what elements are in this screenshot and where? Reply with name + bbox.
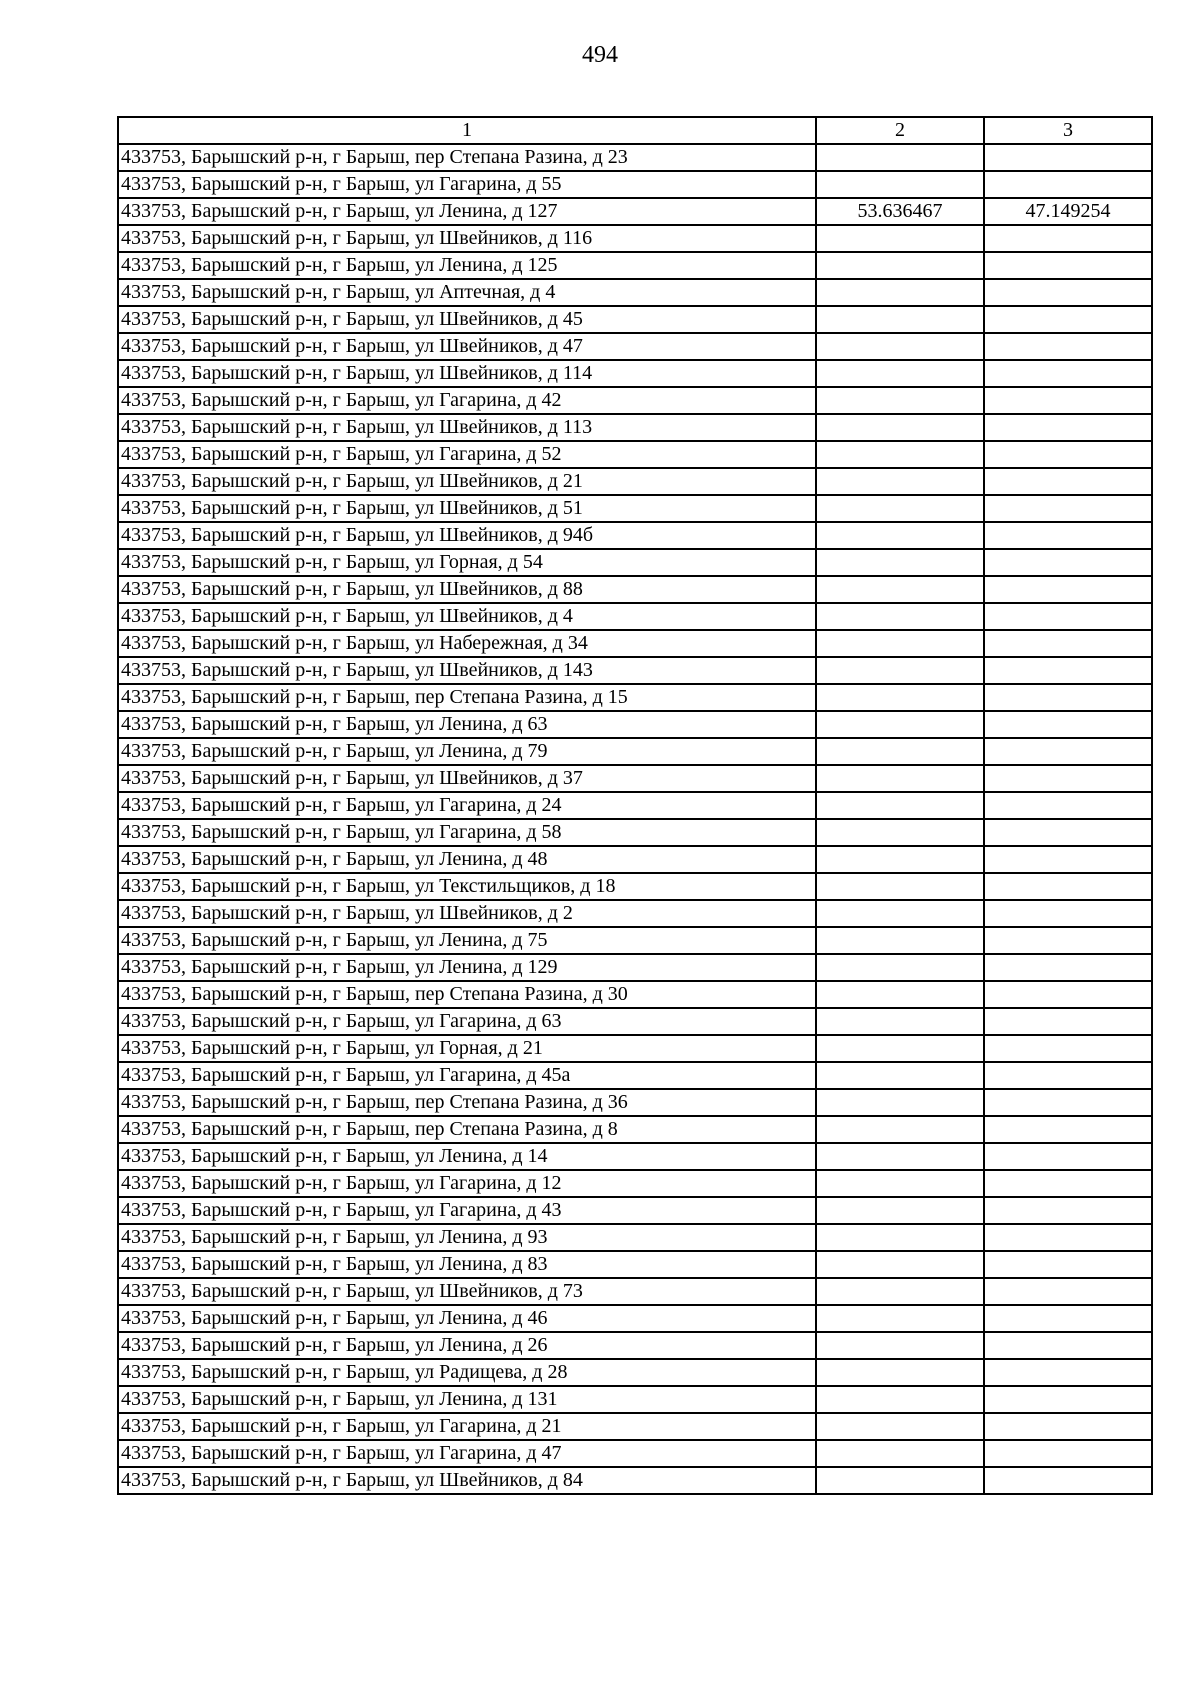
address-cell: 433753, Барышский р-н, г Барыш, ул Швейников, д 88 xyxy=(118,576,816,603)
table-row xyxy=(118,1197,1152,1224)
table-row xyxy=(118,1089,1152,1116)
coordinate-cell xyxy=(984,1197,1152,1224)
table-header-row xyxy=(118,117,1152,144)
address-cell: 433753, Барышский р-н, г Барыш, ул Швейников, д 45 xyxy=(118,306,816,333)
coordinate-cell xyxy=(816,927,984,954)
coordinate-cell xyxy=(816,1440,984,1467)
coordinate-cell xyxy=(984,981,1152,1008)
table-row xyxy=(118,360,1152,387)
table-row xyxy=(118,738,1152,765)
coordinate-cell xyxy=(984,1170,1152,1197)
table-row xyxy=(118,1062,1152,1089)
page-number: 494 xyxy=(582,42,618,68)
coordinate-cell xyxy=(984,1035,1152,1062)
table-row xyxy=(118,603,1152,630)
coordinate-cell xyxy=(816,819,984,846)
coordinate-cell xyxy=(816,441,984,468)
table-row xyxy=(118,981,1152,1008)
coordinate-cell: 53.636467 xyxy=(816,198,984,225)
coordinate-cell xyxy=(984,792,1152,819)
table-row xyxy=(118,1224,1152,1251)
coordinate-cell xyxy=(816,900,984,927)
table-row xyxy=(118,1170,1152,1197)
table-row xyxy=(118,1413,1152,1440)
address-cell: 433753, Барышский р-н, г Барыш, ул Швейников, д 37 xyxy=(118,765,816,792)
address-cell: 433753, Барышский р-н, г Барыш, ул Гагарина, д 52 xyxy=(118,441,816,468)
address-cell: 433753, Барышский р-н, г Барыш, ул Ленина, д 63 xyxy=(118,711,816,738)
table-row xyxy=(118,441,1152,468)
coordinate-cell xyxy=(984,1089,1152,1116)
coordinate-cell xyxy=(984,468,1152,495)
table-row xyxy=(118,927,1152,954)
coordinate-cell xyxy=(984,225,1152,252)
coordinate-cell xyxy=(816,603,984,630)
table-row xyxy=(118,1467,1152,1494)
coordinate-cell xyxy=(984,1467,1152,1494)
table-row xyxy=(118,765,1152,792)
table-row xyxy=(118,576,1152,603)
coordinate-cell xyxy=(816,1197,984,1224)
coordinate-cell xyxy=(984,846,1152,873)
address-cell: 433753, Барышский р-н, г Барыш, ул Ленина, д 125 xyxy=(118,252,816,279)
table-row xyxy=(118,1116,1152,1143)
coordinate-cell xyxy=(816,225,984,252)
coordinate-cell xyxy=(816,1224,984,1251)
coordinate-cell xyxy=(984,360,1152,387)
table-row xyxy=(118,900,1152,927)
coordinate-cell xyxy=(816,279,984,306)
coordinate-cell xyxy=(816,1062,984,1089)
table-row xyxy=(118,657,1152,684)
address-cell: 433753, Барышский р-н, г Барыш, ул Швейников, д 51 xyxy=(118,495,816,522)
address-cell: 433753, Барышский р-н, г Барыш, ул Гагарина, д 12 xyxy=(118,1170,816,1197)
coordinate-cell xyxy=(984,900,1152,927)
address-cell: 433753, Барышский р-н, г Барыш, ул Гагарина, д 24 xyxy=(118,792,816,819)
coordinate-cell xyxy=(816,576,984,603)
table-row xyxy=(118,1008,1152,1035)
coordinate-cell xyxy=(984,1251,1152,1278)
address-cell: 433753, Барышский р-н, г Барыш, ул Ленина, д 79 xyxy=(118,738,816,765)
coordinate-cell xyxy=(984,144,1152,171)
coordinate-cell xyxy=(816,1413,984,1440)
coordinate-cell xyxy=(984,711,1152,738)
coordinate-cell xyxy=(984,603,1152,630)
address-cell: 433753, Барышский р-н, г Барыш, ул Швейников, д 2 xyxy=(118,900,816,927)
coordinate-cell xyxy=(816,846,984,873)
coordinate-cell xyxy=(984,765,1152,792)
table-row xyxy=(118,522,1152,549)
coordinate-cell xyxy=(816,1143,984,1170)
coordinate-cell xyxy=(816,873,984,900)
table-row xyxy=(118,1359,1152,1386)
address-cell: 433753, Барышский р-н, г Барыш, ул Горная, д 54 xyxy=(118,549,816,576)
coordinate-cell xyxy=(816,765,984,792)
coordinate-cell xyxy=(816,1008,984,1035)
address-cell: 433753, Барышский р-н, г Барыш, ул Гагарина, д 43 xyxy=(118,1197,816,1224)
coordinate-cell xyxy=(816,738,984,765)
address-cell: 433753, Барышский р-н, г Барыш, ул Ленина, д 26 xyxy=(118,1332,816,1359)
table-row xyxy=(118,198,1152,225)
coordinate-cell xyxy=(816,792,984,819)
coordinate-cell xyxy=(816,306,984,333)
coordinate-cell xyxy=(984,414,1152,441)
address-cell: 433753, Барышский р-н, г Барыш, ул Швейников, д 113 xyxy=(118,414,816,441)
table-row xyxy=(118,414,1152,441)
address-cell: 433753, Барышский р-н, г Барыш, ул Ленина, д 46 xyxy=(118,1305,816,1332)
address-cell: 433753, Барышский р-н, г Барыш, ул Ленина, д 48 xyxy=(118,846,816,873)
coordinate-cell xyxy=(984,684,1152,711)
coordinate-cell xyxy=(816,1089,984,1116)
table-row xyxy=(118,1278,1152,1305)
coordinate-cell xyxy=(816,414,984,441)
column-header-1: 1 xyxy=(118,117,816,144)
table-row xyxy=(118,1332,1152,1359)
address-cell: 433753, Барышский р-н, г Барыш, ул Швейников, д 143 xyxy=(118,657,816,684)
address-cell: 433753, Барышский р-н, г Барыш, ул Ленина, д 75 xyxy=(118,927,816,954)
coordinate-cell xyxy=(984,279,1152,306)
coordinate-cell xyxy=(816,657,984,684)
table-row xyxy=(118,387,1152,414)
coordinate-cell xyxy=(984,1332,1152,1359)
address-cell: 433753, Барышский р-н, г Барыш, ул Гагарина, д 21 xyxy=(118,1413,816,1440)
coordinate-cell xyxy=(984,306,1152,333)
coordinate-cell xyxy=(984,1062,1152,1089)
coordinate-cell: 47.149254 xyxy=(984,198,1152,225)
address-cell: 433753, Барышский р-н, г Барыш, ул Ленина, д 83 xyxy=(118,1251,816,1278)
address-cell: 433753, Барышский р-н, г Барыш, ул Радищева, д 28 xyxy=(118,1359,816,1386)
coordinate-cell xyxy=(984,1224,1152,1251)
address-cell: 433753, Барышский р-н, г Барыш, ул Швейников, д 114 xyxy=(118,360,816,387)
table-row xyxy=(118,1143,1152,1170)
coordinate-cell xyxy=(816,549,984,576)
table-row xyxy=(118,333,1152,360)
coordinate-cell xyxy=(984,441,1152,468)
address-cell: 433753, Барышский р-н, г Барыш, ул Швейников, д 73 xyxy=(118,1278,816,1305)
address-cell: 433753, Барышский р-н, г Барыш, ул Гагарина, д 58 xyxy=(118,819,816,846)
address-cell: 433753, Барышский р-н, г Барыш, ул Швейников, д 4 xyxy=(118,603,816,630)
address-cell: 433753, Барышский р-н, г Барыш, ул Гагарина, д 42 xyxy=(118,387,816,414)
coordinate-cell xyxy=(816,144,984,171)
table-row xyxy=(118,819,1152,846)
coordinate-cell xyxy=(984,495,1152,522)
address-cell: 433753, Барышский р-н, г Барыш, пер Степана Разина, д 15 xyxy=(118,684,816,711)
coordinate-cell xyxy=(816,1332,984,1359)
coordinate-cell xyxy=(984,954,1152,981)
address-table xyxy=(117,116,1153,1495)
address-cell: 433753, Барышский р-н, г Барыш, пер Степана Разина, д 30 xyxy=(118,981,816,1008)
table-row xyxy=(118,1440,1152,1467)
table-row xyxy=(118,549,1152,576)
coordinate-cell xyxy=(984,738,1152,765)
table-row xyxy=(118,1035,1152,1062)
table-row xyxy=(118,873,1152,900)
table-row xyxy=(118,684,1152,711)
coordinate-cell xyxy=(816,1305,984,1332)
column-header-2: 2 xyxy=(816,117,984,144)
address-cell: 433753, Барышский р-н, г Барыш, ул Текстильщиков, д 18 xyxy=(118,873,816,900)
table-row xyxy=(118,495,1152,522)
address-cell: 433753, Барышский р-н, г Барыш, ул Швейников, д 94б xyxy=(118,522,816,549)
table-row xyxy=(118,144,1152,171)
coordinate-cell xyxy=(816,1467,984,1494)
table-body xyxy=(118,144,1152,1494)
coordinate-cell xyxy=(984,630,1152,657)
address-cell: 433753, Барышский р-н, г Барыш, пер Степана Разина, д 23 xyxy=(118,144,816,171)
table-row xyxy=(118,630,1152,657)
coordinate-cell xyxy=(816,360,984,387)
address-cell: 433753, Барышский р-н, г Барыш, ул Гагарина, д 47 xyxy=(118,1440,816,1467)
coordinate-cell xyxy=(984,873,1152,900)
coordinate-cell xyxy=(984,657,1152,684)
table-row xyxy=(118,711,1152,738)
coordinate-cell xyxy=(984,333,1152,360)
coordinate-cell xyxy=(984,1413,1152,1440)
address-cell: 433753, Барышский р-н, г Барыш, ул Швейников, д 84 xyxy=(118,1467,816,1494)
coordinate-cell xyxy=(816,954,984,981)
coordinate-cell xyxy=(984,1440,1152,1467)
address-cell: 433753, Барышский р-н, г Барыш, ул Гагарина, д 55 xyxy=(118,171,816,198)
coordinate-cell xyxy=(816,495,984,522)
table-row xyxy=(118,1305,1152,1332)
coordinate-cell xyxy=(984,522,1152,549)
coordinate-cell xyxy=(816,387,984,414)
coordinate-cell xyxy=(816,1278,984,1305)
coordinate-cell xyxy=(816,684,984,711)
table-row xyxy=(118,252,1152,279)
address-cell: 433753, Барышский р-н, г Барыш, ул Набережная, д 34 xyxy=(118,630,816,657)
coordinate-cell xyxy=(984,927,1152,954)
coordinate-cell xyxy=(816,1386,984,1413)
coordinate-cell xyxy=(816,711,984,738)
table-row xyxy=(118,1251,1152,1278)
address-cell: 433753, Барышский р-н, г Барыш, ул Швейников, д 116 xyxy=(118,225,816,252)
coordinate-cell xyxy=(984,576,1152,603)
address-cell: 433753, Барышский р-н, г Барыш, ул Швейников, д 47 xyxy=(118,333,816,360)
coordinate-cell xyxy=(984,1386,1152,1413)
coordinate-cell xyxy=(984,1143,1152,1170)
address-cell: 433753, Барышский р-н, г Барыш, ул Ленина, д 93 xyxy=(118,1224,816,1251)
address-cell: 433753, Барышский р-н, г Барыш, ул Ленина, д 14 xyxy=(118,1143,816,1170)
address-cell: 433753, Барышский р-н, г Барыш, ул Аптечная, д 4 xyxy=(118,279,816,306)
coordinate-cell xyxy=(816,1170,984,1197)
table-row xyxy=(118,954,1152,981)
coordinate-cell xyxy=(816,171,984,198)
address-cell: 433753, Барышский р-н, г Барыш, ул Горная, д 21 xyxy=(118,1035,816,1062)
address-cell: 433753, Барышский р-н, г Барыш, ул Гагарина, д 45а xyxy=(118,1062,816,1089)
address-cell: 433753, Барышский р-н, г Барыш, ул Ленина, д 129 xyxy=(118,954,816,981)
coordinate-cell xyxy=(984,1008,1152,1035)
coordinate-cell xyxy=(816,522,984,549)
coordinate-cell xyxy=(984,549,1152,576)
coordinate-cell xyxy=(816,630,984,657)
coordinate-cell xyxy=(816,333,984,360)
table-row xyxy=(118,1386,1152,1413)
table-row xyxy=(118,171,1152,198)
address-cell: 433753, Барышский р-н, г Барыш, ул Гагарина, д 63 xyxy=(118,1008,816,1035)
coordinate-cell xyxy=(984,171,1152,198)
coordinate-cell xyxy=(984,387,1152,414)
coordinate-cell xyxy=(816,981,984,1008)
address-cell: 433753, Барышский р-н, г Барыш, пер Степана Разина, д 36 xyxy=(118,1089,816,1116)
address-cell: 433753, Барышский р-н, г Барыш, ул Ленина, д 127 xyxy=(118,198,816,225)
table-row xyxy=(118,846,1152,873)
address-cell: 433753, Барышский р-н, г Барыш, ул Швейников, д 21 xyxy=(118,468,816,495)
coordinate-cell xyxy=(816,1251,984,1278)
coordinate-cell xyxy=(984,1305,1152,1332)
coordinate-cell xyxy=(816,468,984,495)
coordinate-cell xyxy=(816,1359,984,1386)
coordinate-cell xyxy=(816,1035,984,1062)
coordinate-cell xyxy=(984,1116,1152,1143)
table-row xyxy=(118,225,1152,252)
coordinate-cell xyxy=(984,819,1152,846)
table-row xyxy=(118,792,1152,819)
coordinate-cell xyxy=(816,252,984,279)
coordinate-cell xyxy=(984,1278,1152,1305)
column-header-3: 3 xyxy=(984,117,1152,144)
coordinate-cell xyxy=(816,1116,984,1143)
table-row xyxy=(118,468,1152,495)
address-cell: 433753, Барышский р-н, г Барыш, пер Степана Разина, д 8 xyxy=(118,1116,816,1143)
table-row xyxy=(118,279,1152,306)
coordinate-cell xyxy=(984,1359,1152,1386)
table-row xyxy=(118,306,1152,333)
address-cell: 433753, Барышский р-н, г Барыш, ул Ленина, д 131 xyxy=(118,1386,816,1413)
coordinate-cell xyxy=(984,252,1152,279)
